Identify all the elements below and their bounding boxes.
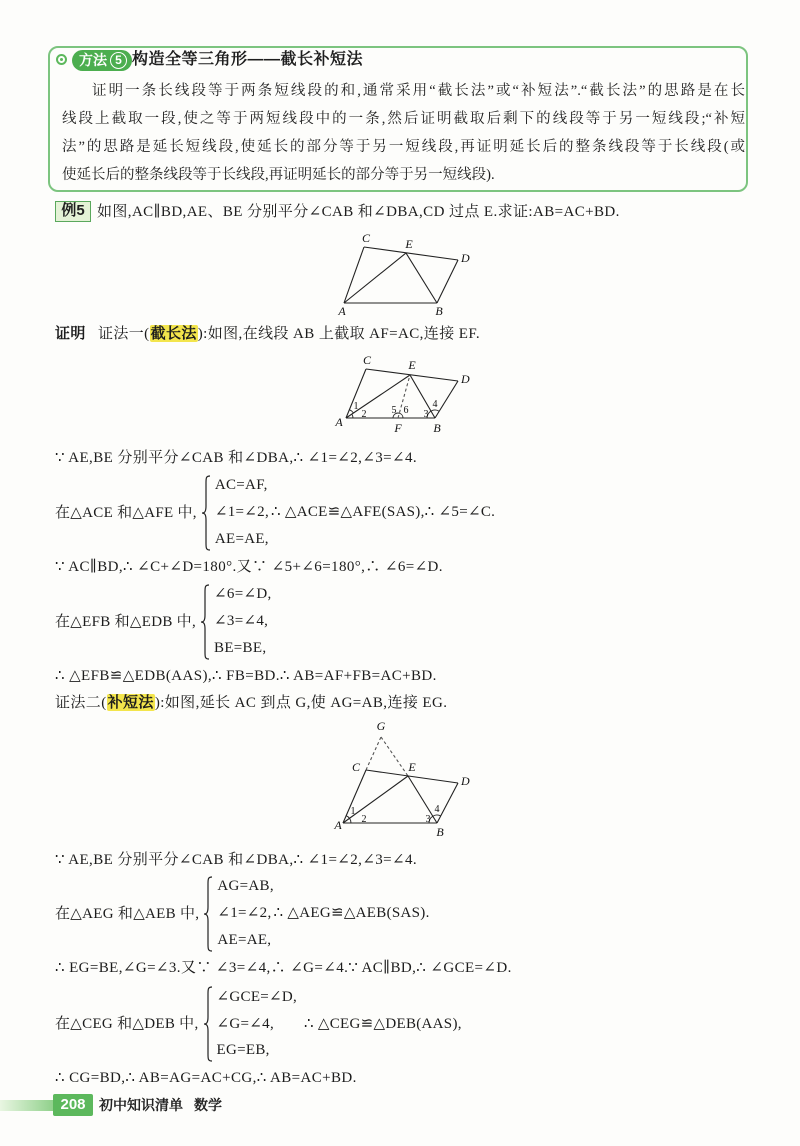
bullet-icon: [56, 54, 67, 65]
system-lead: 在△EFB 和△EDB 中,: [55, 613, 197, 630]
method-text-line: 法”的思路是延长短线段,使延长的部分等于另一短线段,再证明延长后的整条线段等于长线段(或: [62, 139, 745, 155]
angle-arc-6: [399, 413, 403, 418]
segment-BD: [437, 260, 458, 303]
point-label-D: D: [461, 774, 470, 788]
book-title: 初中知识清单: [99, 1097, 183, 1113]
system-row-text: ∠1=∠2,: [214, 504, 270, 520]
segment-CG-dashed: [366, 737, 381, 770]
proof-line: [55, 323, 480, 345]
method-badge-label: 方法: [79, 52, 107, 68]
point-label-B: B: [433, 421, 441, 435]
system-row: [215, 499, 495, 526]
figure-3: [330, 718, 480, 843]
equation-system: [55, 472, 495, 553]
system-row: [217, 1011, 462, 1038]
figure-1: [330, 228, 480, 320]
system-lead: 在△CEG 和△DEB 中,: [55, 1015, 199, 1032]
proof-line: ∴ CG=BD,∴ AB=AG=AC+CG,∴ AB=AC+BD.: [55, 1070, 357, 1086]
system-row: ∠3=∠4,: [214, 613, 269, 629]
system-rows: [215, 472, 495, 553]
point-label-B: B: [436, 825, 444, 839]
system-rows: [217, 984, 462, 1064]
example-label: 例5: [55, 201, 91, 222]
angle-label: 4: [432, 399, 438, 410]
point-label-B: B: [435, 304, 443, 318]
equation-system: [55, 581, 272, 662]
brace-icon: [200, 584, 210, 660]
segment-GE-dashed: [381, 737, 408, 776]
method1-prefix: 证法一(: [97, 326, 150, 342]
system-row: [217, 900, 429, 927]
angle-label: 2: [361, 409, 367, 420]
system-lead: 在△ACE 和△AFE 中,: [55, 504, 197, 521]
method1-suffix: ):如图,在线段 AB 上截取 AF=AC,连接 EF.: [197, 326, 481, 342]
system-row: BE=BE,: [214, 640, 267, 656]
angle-label: 3: [425, 814, 431, 825]
proof-line: ∴ △EFB≌△EDB(AAS),∴ FB=BD.∴ AB=AF+FB=AC+BD.: [55, 668, 437, 684]
angle-arc-1: [350, 818, 352, 823]
equation-system: [55, 873, 430, 954]
figure-2: [330, 350, 480, 440]
angle-label: 2: [361, 814, 367, 825]
system-row-text: ∠G=∠4,: [216, 1015, 275, 1032]
segment-BD: [434, 783, 458, 823]
angle-label: 4: [434, 804, 440, 815]
brace-icon: [203, 876, 213, 952]
method-title: 构造全等三角形——截长补短法: [132, 51, 364, 68]
proof-line: ∵ AC∥BD,∴ ∠C+∠D=180°.又∵ ∠5+∠6=180°,∴ ∠6=∠D.: [55, 559, 443, 575]
angle-arc-1: [352, 414, 353, 418]
proof-line: [55, 692, 447, 714]
proof-line: ∵ AE,BE 分别平分∠CAB 和∠DBA,∴ ∠1=∠2,∠3=∠4.: [55, 450, 418, 466]
angle-label: 1: [350, 806, 356, 817]
point-label-D: D: [461, 372, 470, 386]
system-row: AG=AB,: [217, 878, 274, 894]
method-text-line: 线段上截取一段,使之等于两短线段中的一条,然后证明截取后剩下的线段等于另一短线段;“补短: [62, 111, 745, 127]
proof-heading: 证明: [55, 325, 86, 342]
angle-arc-4: [431, 410, 439, 411]
segment-EB: [410, 375, 435, 418]
system-rows: [217, 873, 429, 954]
proof-line: ∴ EG=BE,∠G=∠3.又∵ ∠3=∠4,∴ ∠G=∠4.∵ AC∥BD,∴ ∠GCE=∠D.: [55, 960, 512, 976]
brace-icon: [201, 475, 211, 551]
angle-label: 3: [423, 409, 429, 420]
angle-arc-2: [346, 816, 349, 819]
point-label-C: C: [351, 760, 361, 774]
proof-line: ∵ AE,BE 分别平分∠CAB 和∠DBA,∴ ∠1=∠2,∠3=∠4.: [55, 852, 418, 868]
method-badge: [72, 50, 132, 71]
method1-name: 截长法: [150, 325, 197, 342]
angle-arc-4: [433, 815, 441, 816]
system-conclusion: ∴ △CEG≌△DEB(AAS),: [304, 1015, 462, 1032]
angle-label: 1: [353, 401, 359, 412]
brace-icon: [203, 986, 213, 1062]
point-label-F: F: [394, 421, 402, 435]
method-text-line: 使延长后的整条线段等于长线段,再证明延长的部分等于另一短线段).: [62, 167, 495, 183]
system-row-text: ∠1=∠2,: [217, 905, 272, 921]
system-row: ∠6=∠D,: [214, 586, 272, 602]
system-rows: [214, 581, 271, 662]
point-label-C: C: [362, 353, 372, 367]
point-label-E: E: [405, 237, 413, 251]
system-row: AE=AE,: [217, 932, 272, 948]
method2-prefix: 证法二(: [55, 695, 107, 711]
point-label-A: A: [335, 415, 343, 429]
point-label-E: E: [408, 760, 416, 774]
segment-EB: [406, 253, 437, 303]
angle-label: 5: [391, 405, 397, 416]
subject-label: 数学: [194, 1097, 222, 1113]
method-badge-number: 5: [110, 52, 127, 69]
method-text-line: 证明一条长线段等于两条短线段的和,通常采用“截长法”或“补短法”.“截长法”的思路是在长: [92, 83, 745, 99]
point-label-A: A: [334, 818, 342, 832]
equation-system: [55, 984, 462, 1064]
system-conclusion: ∴ △ACE≌△AFE(SAS),∴ ∠5=∠C.: [271, 504, 496, 520]
segment-BD: [432, 381, 458, 418]
point-label-G: G: [376, 719, 386, 733]
page-number: 208: [53, 1094, 93, 1116]
point-label-C: C: [361, 231, 371, 245]
point-label-E: E: [408, 358, 416, 372]
system-row: EG=EB,: [216, 1042, 270, 1058]
system-row: ∠GCE=∠D,: [216, 989, 298, 1005]
system-lead: 在△AEG 和△AEB 中,: [55, 905, 200, 922]
method2-name: 补短法: [107, 694, 154, 711]
method2-suffix: ):如图,延长 AC 到点 G,使 AG=AB,连接 EG.: [154, 695, 448, 711]
system-conclusion: ∴ △AEG≌△AEB(SAS).: [273, 905, 430, 921]
system-row: AC=AF,: [214, 477, 268, 493]
point-label-A: A: [338, 304, 346, 318]
point-label-D: D: [461, 251, 470, 265]
footer-bar: [0, 1100, 54, 1111]
example-text: 如图,AC∥BD,AE、BE 分别平分∠CAB 和∠DBA,CD 过点 E.求证:AB=AC+BD.: [97, 204, 620, 220]
system-row: AE=AE,: [214, 531, 269, 547]
angle-label: 6: [403, 405, 409, 416]
